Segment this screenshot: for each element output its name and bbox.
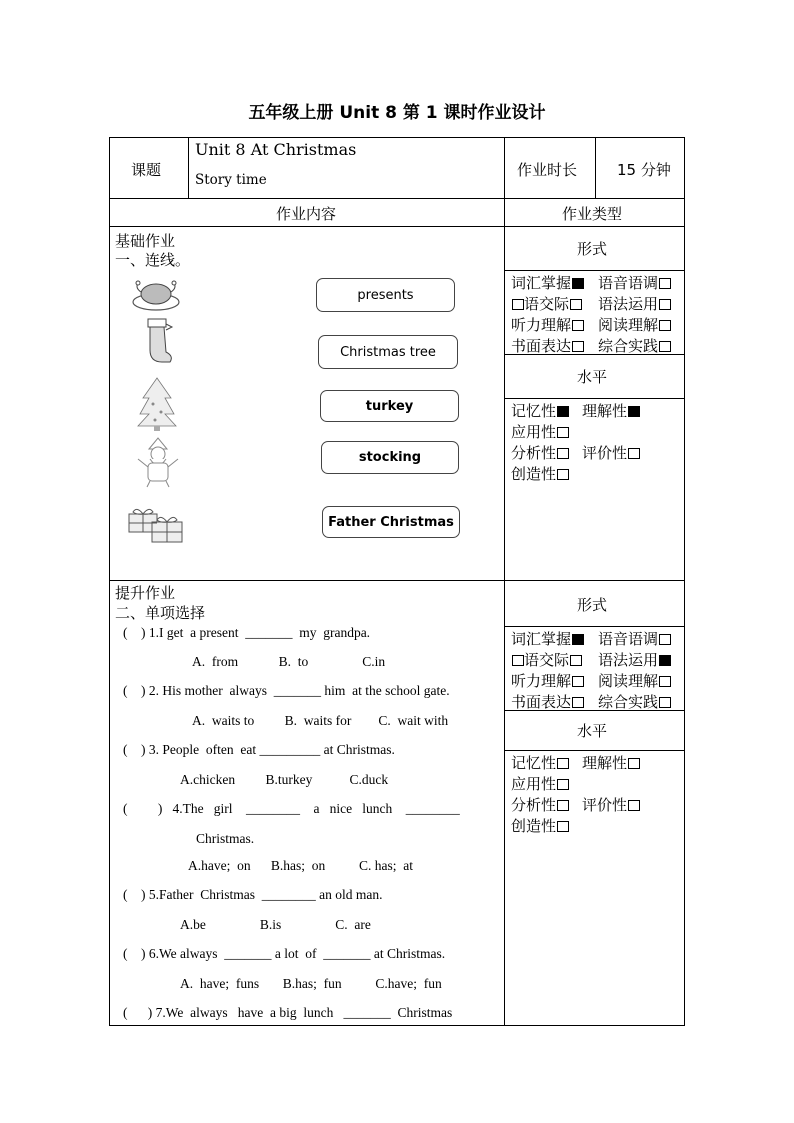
advanced-task: 二、单项选择 bbox=[115, 604, 206, 622]
unchecked-box[interactable] bbox=[659, 278, 671, 289]
unchecked-box[interactable] bbox=[659, 697, 671, 708]
checklist-row bbox=[511, 628, 584, 649]
unchecked-box[interactable] bbox=[557, 469, 569, 480]
checklist-label: 理解性 bbox=[582, 754, 628, 772]
unchecked-box[interactable] bbox=[570, 299, 582, 310]
unchecked-box[interactable] bbox=[659, 634, 671, 645]
checklist-label: 理解性 bbox=[582, 402, 628, 420]
checklist-label: 应用性 bbox=[511, 775, 557, 793]
checklist-row bbox=[511, 442, 569, 463]
checklist-row bbox=[511, 335, 584, 356]
unchecked-box[interactable] bbox=[572, 676, 584, 687]
checked-box[interactable] bbox=[659, 655, 671, 666]
checklist-label: 创造性 bbox=[511, 817, 557, 835]
unchecked-box[interactable] bbox=[570, 655, 582, 666]
duration-value: 15 分钟 bbox=[617, 161, 671, 179]
checklist-label: 分析性 bbox=[511, 444, 557, 462]
checklist-row bbox=[511, 463, 569, 484]
unchecked-box[interactable] bbox=[557, 448, 569, 459]
checklist-row bbox=[598, 293, 671, 314]
answer-options: Christmas. bbox=[196, 831, 255, 846]
answer-options: A. from B. to C.in bbox=[192, 654, 386, 669]
answer-options: A. have; funs B.has; fun C.have; fun bbox=[180, 976, 442, 991]
unchecked-box[interactable] bbox=[512, 655, 524, 666]
unchecked-box[interactable] bbox=[659, 676, 671, 687]
checked-box[interactable] bbox=[572, 634, 584, 645]
checklist-row bbox=[598, 272, 671, 293]
checked-box[interactable] bbox=[628, 406, 640, 417]
checklist-label: 词汇掌握 bbox=[511, 630, 572, 648]
basic-form-label: 形式 bbox=[577, 240, 608, 258]
advanced-level-label: 水平 bbox=[577, 722, 608, 740]
checklist-row bbox=[511, 293, 582, 314]
unit-subtitle: Story time bbox=[195, 172, 267, 188]
turkey-picture bbox=[131, 276, 181, 312]
checklist-row bbox=[582, 400, 640, 421]
advanced-heading: 提升作业 bbox=[115, 584, 176, 602]
checklist-label: 语法运用 bbox=[598, 295, 659, 313]
match-word-turkey: turkey bbox=[320, 390, 459, 422]
basic-heading: 基础作业 bbox=[115, 232, 176, 250]
checklist-label: 语法运用 bbox=[598, 651, 659, 669]
checklist-label: 语音语调 bbox=[598, 630, 659, 648]
duration-label: 作业时长 bbox=[517, 161, 578, 179]
checklist-label: 记忆性 bbox=[511, 402, 557, 420]
unchecked-box[interactable] bbox=[557, 800, 569, 811]
checklist-label: 语交际 bbox=[524, 295, 570, 313]
checklist-row bbox=[598, 628, 671, 649]
unchecked-box[interactable] bbox=[557, 821, 569, 832]
answer-options: A.be B.is C. are bbox=[180, 917, 371, 932]
checklist-label: 应用性 bbox=[511, 423, 557, 441]
checklist-row bbox=[511, 649, 582, 670]
unchecked-box[interactable] bbox=[557, 758, 569, 769]
question-line: ( ) 1.I get a present _______ my grandpa. bbox=[123, 625, 371, 640]
checklist-label: 语交际 bbox=[524, 651, 570, 669]
match-word-presents: presents bbox=[316, 278, 455, 312]
checked-box[interactable] bbox=[557, 406, 569, 417]
topic-label: 课题 bbox=[131, 161, 162, 179]
checklist-label: 语音语调 bbox=[598, 274, 659, 292]
christmas-tree-picture bbox=[137, 374, 177, 432]
answer-options: A. waits to B. waits for C. wait with bbox=[192, 713, 449, 728]
answer-options: A.have; on B.has; on C. has; at bbox=[188, 858, 413, 873]
question-line: ( ) 6.We always _______ a lot of _______ at Christmas. bbox=[123, 946, 446, 961]
question-line: ( ) 3. People often eat _________ at Christmas. bbox=[123, 742, 395, 757]
question-line: ( ) 2. His mother always _______ him at the school gate. bbox=[123, 683, 450, 698]
content-column-header: 作业内容 bbox=[276, 205, 337, 223]
checklist-row bbox=[511, 752, 569, 773]
checklist-row bbox=[511, 421, 569, 442]
unchecked-box[interactable] bbox=[628, 800, 640, 811]
checklist-label: 阅读理解 bbox=[598, 316, 659, 334]
checklist-row bbox=[598, 691, 671, 712]
checklist-label: 书面表达 bbox=[511, 337, 572, 355]
checklist-row bbox=[511, 670, 584, 691]
basic-task: 一、连线。 bbox=[115, 251, 191, 269]
checklist-row bbox=[582, 794, 640, 815]
unchecked-box[interactable] bbox=[572, 320, 584, 331]
checklist-row bbox=[598, 335, 671, 356]
checklist-label: 评价性 bbox=[582, 444, 628, 462]
checklist-row bbox=[598, 670, 671, 691]
father-christmas-picture bbox=[135, 437, 181, 489]
basic-level-label: 水平 bbox=[577, 368, 608, 386]
unchecked-box[interactable] bbox=[659, 320, 671, 331]
checklist-label: 书面表达 bbox=[511, 693, 572, 711]
checklist-label: 记忆性 bbox=[511, 754, 557, 772]
unchecked-box[interactable] bbox=[628, 448, 640, 459]
unchecked-box[interactable] bbox=[659, 299, 671, 310]
checklist-row bbox=[582, 442, 640, 463]
unchecked-box[interactable] bbox=[557, 779, 569, 790]
type-column-header: 作业类型 bbox=[562, 205, 623, 223]
stocking-picture bbox=[140, 316, 176, 368]
checklist-row bbox=[511, 314, 584, 335]
page-title: 五年级上册 Unit 8 第 1 课时作业设计 bbox=[248, 103, 546, 123]
unchecked-box[interactable] bbox=[512, 299, 524, 310]
checklist-row bbox=[598, 649, 671, 670]
checklist-row bbox=[511, 794, 569, 815]
checklist-label: 评价性 bbox=[582, 796, 628, 814]
checklist-row bbox=[511, 815, 569, 836]
unchecked-box[interactable] bbox=[659, 341, 671, 352]
answer-options: A.chicken B.turkey C.duck bbox=[180, 772, 389, 787]
question-line: ( ) 4.The girl ________ a nice lunch ________ bbox=[123, 801, 460, 816]
checklist-row bbox=[598, 314, 671, 335]
question-line: ( ) 7.We always have a big lunch _______ Christmas bbox=[123, 1005, 453, 1020]
checklist-label: 分析性 bbox=[511, 796, 557, 814]
checklist-label: 阅读理解 bbox=[598, 672, 659, 690]
checklist-row bbox=[582, 752, 640, 773]
advanced-form-label: 形式 bbox=[577, 596, 608, 614]
question-line: ( ) 5.Father Christmas ________ an old man. bbox=[123, 887, 383, 902]
match-word-stocking: stocking bbox=[321, 441, 459, 474]
checklist-row bbox=[511, 400, 569, 421]
checked-box[interactable] bbox=[572, 278, 584, 289]
match-word-christmas-tree: Christmas tree bbox=[318, 335, 458, 369]
unchecked-box[interactable] bbox=[628, 758, 640, 769]
checklist-row bbox=[511, 773, 569, 794]
checklist-row bbox=[511, 272, 584, 293]
unit-title: Unit 8 At Christmas bbox=[195, 140, 357, 159]
checklist-row bbox=[511, 691, 584, 712]
checklist-label: 听力理解 bbox=[511, 316, 572, 334]
unchecked-box[interactable] bbox=[557, 427, 569, 438]
checklist-label: 听力理解 bbox=[511, 672, 572, 690]
checklist-label: 创造性 bbox=[511, 465, 557, 483]
presents-picture bbox=[126, 504, 188, 544]
checklist-label: 综合实践 bbox=[598, 693, 659, 711]
match-word-father-christmas: Father Christmas bbox=[322, 506, 460, 538]
unchecked-box[interactable] bbox=[572, 341, 584, 352]
checklist-label: 综合实践 bbox=[598, 337, 659, 355]
unchecked-box[interactable] bbox=[572, 697, 584, 708]
checklist-label: 词汇掌握 bbox=[511, 274, 572, 292]
